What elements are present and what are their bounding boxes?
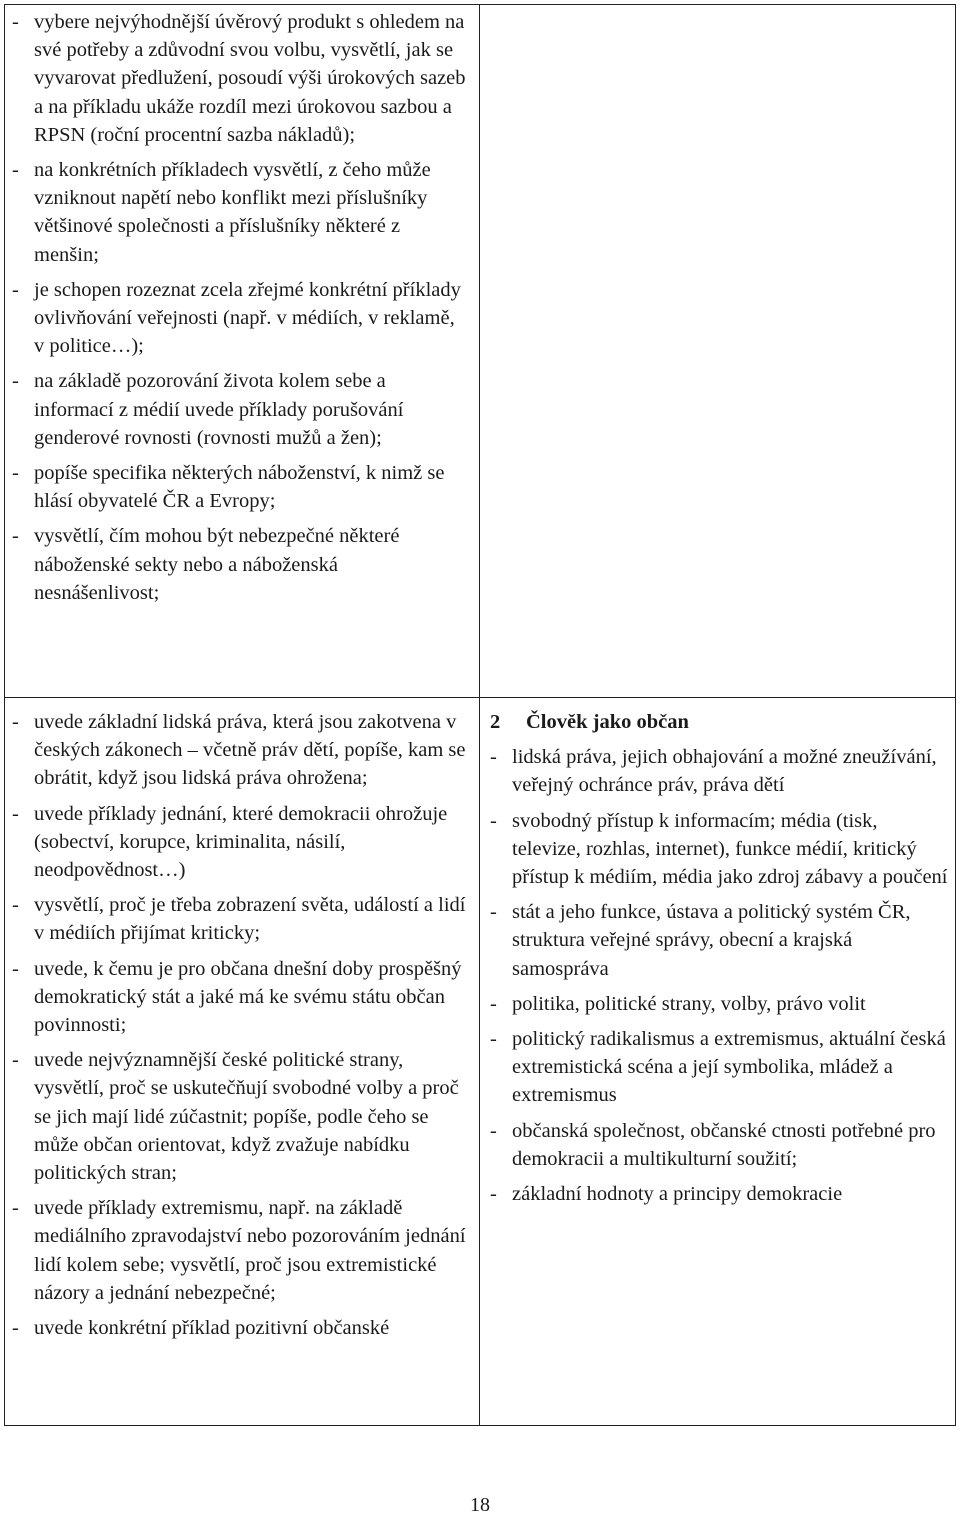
bullet-dash: - <box>12 525 19 548</box>
bullet-dash: - <box>490 1183 497 1206</box>
section-title: Člověk jako občan <box>526 711 689 733</box>
list-item <box>12 1194 470 1307</box>
row-divider <box>4 697 956 698</box>
bullet-dash: - <box>490 1028 497 1051</box>
item-text: uvede, k čemu je pro občana dnešní doby prospěšný demokratický stát a jaké má ke svému státu občan povinnosti; <box>34 957 462 1037</box>
item-text: na konkrétních příkladech vysvětlí, z čeho může vzniknout napětí nebo konflikt mezi příslušníky většinové společnosti a příslušníky některé z menšin; <box>34 159 431 266</box>
section-number: 2 <box>490 711 501 733</box>
bullet-dash: - <box>490 901 497 924</box>
item-text: politika, politické strany, volby, právo volit <box>512 992 866 1015</box>
item-text: uvede základní lidská práva, která jsou zakotvena v českých zákonech ‒ včetně práv dětí, popíše, kam se obrátit, když jsou lidská práva ohrožena; <box>34 711 466 790</box>
bullet-dash: - <box>490 992 497 1015</box>
bullet-dash: - <box>12 1317 19 1340</box>
bullet-dash: - <box>12 278 19 301</box>
table-border-left <box>4 4 5 1426</box>
bullet-dash: - <box>12 370 19 393</box>
item-text: vybere nejvýhodnější úvěrový produkt s ohledem na své potřeby a zdůvodní svou volbu, vysvětlí, jak se vyvarovat předlužení, posoudí výši úrokových sazeb a na příkladu ukáže rozdíl mezi úrokovou sazbou a RPSN (roční procentní sazba nákladů); <box>34 11 466 146</box>
table-border-right <box>955 4 956 1426</box>
list-item <box>12 1046 470 1187</box>
list-item <box>490 1180 948 1208</box>
bullet-dash: - <box>490 1119 497 1142</box>
bullet-dash: - <box>12 711 19 733</box>
outcomes-list <box>12 8 467 607</box>
item-text: uvede příklady extremismu, např. na základě mediálního zpravodajství nebo pozorováním jednání lidí kolem sebe; vysvětlí, proč jsou extremistické názory a jednání nebezpečné; <box>34 1197 466 1304</box>
item-text: vysvětlí, proč je třeba zobrazení světa, událostí a lidí v médiích přijímat kriticky; <box>34 894 466 945</box>
bullet-dash: - <box>12 462 19 485</box>
list-item <box>12 708 470 793</box>
table-border-bottom <box>4 1425 956 1426</box>
section-heading <box>490 708 948 736</box>
bottom-left-cell <box>12 708 470 1349</box>
bullet-dash: - <box>490 746 497 769</box>
list-item <box>490 743 948 799</box>
list-item <box>12 8 467 149</box>
list-item <box>12 276 467 361</box>
outcomes-list <box>12 708 470 1342</box>
bullet-dash: - <box>12 802 19 825</box>
list-item <box>12 955 470 1040</box>
column-divider <box>479 4 480 1426</box>
item-text: politický radikalismus a extremismus, aktuální česká extremistická scéna a její symbolika, mládež a extremismus <box>512 1028 946 1107</box>
bullet-dash: - <box>12 894 19 917</box>
bullet-dash: - <box>490 809 497 832</box>
list-item <box>490 990 948 1018</box>
list-item <box>490 807 948 892</box>
item-text: uvede konkrétní příklad pozitivní občanské <box>34 1317 390 1340</box>
list-item <box>12 800 470 885</box>
list-item <box>12 891 470 947</box>
item-text: je schopen rozeznat zcela zřejmé konkrétní příklady ovlivňování veřejnosti (např. v médiích, v reklamě, v politice…); <box>34 278 461 358</box>
bullet-dash: - <box>12 11 19 33</box>
bullet-dash: - <box>12 159 19 182</box>
list-item <box>12 156 467 269</box>
item-text: svobodný přístup k informacím; média (tisk, televize, rozhlas, internet), funkce médií, kritický přístup k médiím, média jako zdroj zábavy a poučení <box>512 809 948 889</box>
page-number: 18 <box>470 1494 490 1516</box>
item-text: stát a jeho funkce, ústava a politický systém ČR, struktura veřejné správy, obecní a krajská samospráva <box>512 901 911 980</box>
bullet-dash: - <box>12 1197 19 1220</box>
list-item <box>490 1025 948 1110</box>
top-left-cell <box>12 8 467 614</box>
bullet-dash: - <box>12 957 19 980</box>
list-item <box>12 1314 470 1342</box>
item-text: na základě pozorování života kolem sebe a informací z médií uvede příklady porušování genderové rovnosti (rovnosti mužů a žen); <box>34 370 404 449</box>
list-item <box>12 367 467 452</box>
bullet-dash: - <box>12 1049 19 1072</box>
item-text: uvede nejvýznamnější české politické strany, vysvětlí, proč se uskutečňují svobodné volby a proč se jich mají lidé zúčastnit; popíše, podle čeho se může občan orientovat, když zvažuje nabídku politických stran; <box>34 1049 459 1185</box>
item-text: lidská práva, jejich obhajování a možné zneužívání, veřejný ochránce práv, práva dětí <box>512 746 937 797</box>
curriculum-table <box>4 4 956 1426</box>
item-text: uvede příklady jednání, které demokracii ohrožuje (sobectví, korupce, kriminalita, násilí, neodpovědnost…) <box>34 802 448 882</box>
list-item <box>490 1117 948 1173</box>
topics-list <box>490 743 948 1208</box>
bottom-right-cell <box>490 708 948 1215</box>
item-text: popíše specifika některých náboženství, k nimž se hlásí obyvatelé ČR a Evropy; <box>34 462 445 513</box>
item-text: občanská společnost, občanské ctnosti potřebné pro demokracii a multikulturní soužití; <box>512 1119 936 1170</box>
list-item <box>12 522 467 607</box>
table-border-top <box>4 4 956 5</box>
item-text: vysvětlí, čím mohou být nebezpečné některé náboženské sekty nebo a náboženská nesnášenlivost; <box>34 525 400 604</box>
item-text: základní hodnoty a principy demokracie <box>512 1183 843 1206</box>
list-item <box>490 898 948 983</box>
list-item <box>12 459 467 515</box>
